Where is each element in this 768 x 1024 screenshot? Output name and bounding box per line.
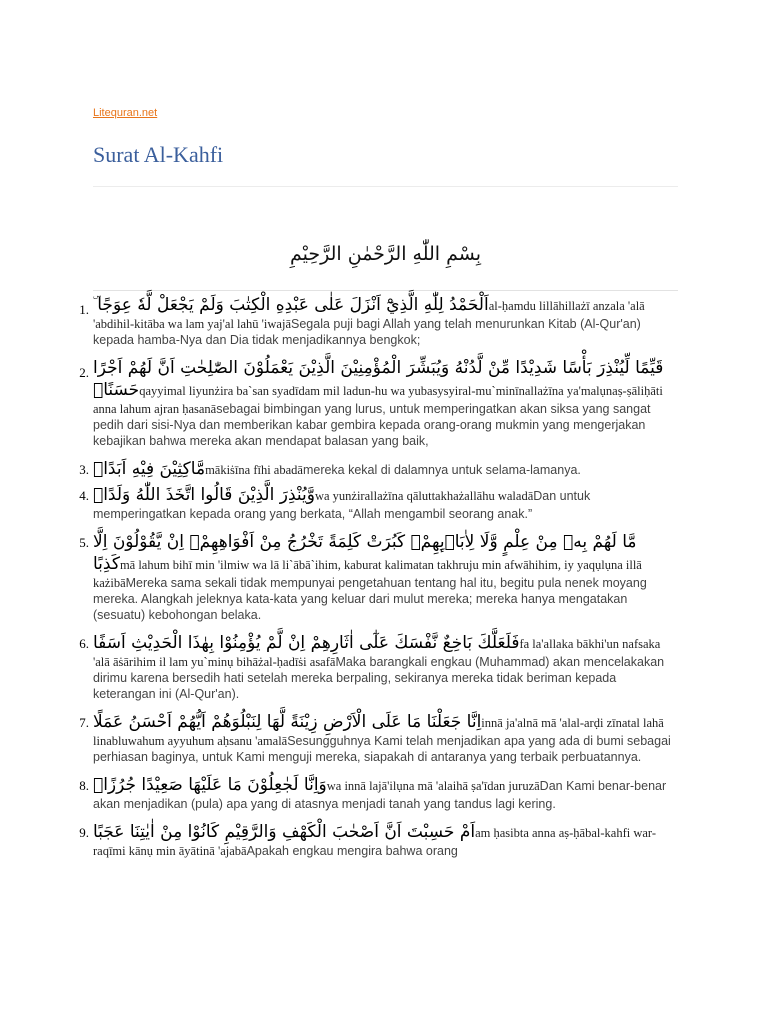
verse-transliteration: mā lahum bihī min 'ilmiw wa lā li`ābā`ihim, kaburat kalimatan takhruju min afwāhihim, iy yaqụlụna illā każibā <box>93 558 642 590</box>
bismillah-divider <box>93 290 678 291</box>
verse-item <box>79 711 678 765</box>
verse-number: 5. <box>79 535 89 550</box>
verse-arabic: قَيِّمًا لِّيُنْذِرَ بَأْسًا شَدِيْدًا مِّنْ لَّدُنْهُ وَيُبَشِّرَ الْمُؤْمِنِيْنَ الَّذِيْنَ يَعْمَلُوْنَ الصّٰلِحٰتِ اَنَّ لَهُمْ اَجْرًا حَسَنًاۙ <box>93 358 664 400</box>
verse-translation: Sesungguhnya Kami telah menjadikan apa yang ada di bumi sebagai perhiasan baginya, untuk Kami menguji mereka, siapakah di antaranya yang terbaik perbuatannya. <box>93 734 671 764</box>
verse-arabic: اِنَّا جَعَلْنَا مَا عَلَى الْاَرْضِ زِيْنَةً لَّهَا لِنَبْلُوَهُمْ اَيُّهُمْ اَحْسَنُ عَمَلًا <box>93 712 482 732</box>
verse-arabic: فَلَعَلَّكَ بَاخِعٌ نَّفْسَكَ عَلٰٓى اٰثَارِهِمْ اِنْ لَّمْ يُؤْمِنُوْا بِهٰذَا الْحَدِيْثِ اَسَفًا <box>93 633 520 653</box>
verse-translation: Segala puji bagi Allah yang telah menurunkan Kitab (Al-Qur'an) kepada hamba-Nya dan Dia tidak menjadikannya bengkok; <box>93 317 641 347</box>
verse-translation: Apakah engkau mengira bahwa orang <box>246 844 458 858</box>
verse-transliteration: qayyimal liyunżira ba`san syadīdam mil ladun-hu wa yubasysyiral-mu`minīnallażīna ya'malụnaṣ-ṣāliḥāti anna lahum ajran ḥasanā <box>93 384 663 416</box>
verse-number: 8. <box>79 778 89 793</box>
site-link[interactable]: Litequran.net <box>93 107 158 119</box>
verse-arabic: وَاِنَّا لَجٰعِلُوْنَ مَا عَلَيْهَا صَعِيْدًا جُرُزًاۗ <box>93 775 327 795</box>
verse-item <box>79 774 678 812</box>
verse-item <box>79 294 678 348</box>
verse-number: 6. <box>79 636 89 651</box>
verse-number: 1. <box>79 302 89 317</box>
verse-number: 9. <box>79 825 89 840</box>
verse-translation: Dan Kami benar-benar akan menjadikan (pula) apa yang di atasnya menjadi tanah yang tandus lagi kering. <box>93 779 667 811</box>
verse-translation: sebagai bimbingan yang lurus, untuk memperingatkan akan siksa yang sangat pedih dari sisi-Nya dan memberikan kabar gembira kepada orang-orang mukmin yang mengerjakan kebajikan bahwa mereka akan mendapat balasan yang baik, <box>93 402 651 448</box>
title-divider <box>93 186 678 187</box>
verse-number: 7. <box>79 715 89 730</box>
verse-item <box>79 357 678 449</box>
verse-transliteration: fa la'allaka bākhi'un nafsaka 'alā āṡārihim il lam yu`minụ bihāżal-ḥadīṡi asafā <box>93 637 661 669</box>
verse-arabic: مَّاكِثِيْنَ فِيْهِ اَبَدًاۙ <box>93 459 206 479</box>
bismillah: بِسْمِ اللّٰهِ الرَّحْمٰنِ الرَّحِيْمِ <box>290 243 481 265</box>
verse-item <box>79 484 678 522</box>
verse-transliteration: al-ḥamdu lillāhillażī anzala 'alā 'abdihil-kitāba wa lam yaj'al lahū 'iwajā <box>93 299 645 331</box>
verse-translation: Mereka sama sekali tidak mempunyai pengetahuan tentang hal itu, begitu pula nenek moyang mereka. Alangkah jeleknya kata-kata yang keluar dari mulut mereka; mereka hanya mengatakan (sesuatu) kebohongan belaka. <box>93 576 647 622</box>
verse-arabic: وَّيُنْذِرَ الَّذِيْنَ قَالُوا اتَّخَذَ اللّٰهُ وَلَدًاۖ <box>93 485 315 505</box>
verse-item <box>79 531 678 623</box>
verse-arabic: اَلْحَمْدُ لِلّٰهِ الَّذِيْٓ اَنْزَلَ عَلٰى عَبْدِهِ الْكِتٰبَ وَلَمْ يَجْعَلْ لَّهٗ عِوَجًا ۜ <box>93 295 489 315</box>
verse-number: 3. <box>79 462 89 477</box>
verse-item <box>79 821 678 859</box>
verse-number: 4. <box>79 488 89 503</box>
verse-transliteration: wa innā lajā'ilụna mā 'alaihā ṣa'īdan juruzā <box>326 779 540 793</box>
verse-translation: mereka kekal di dalamnya untuk selama-lamanya. <box>302 463 581 477</box>
verse-number: 2. <box>79 365 89 380</box>
page-title: Surat Al-Kahfi <box>93 142 224 167</box>
verse-translation: Dan untuk memperingatkan kepada orang yang berkata, “Allah mengambil seorang anak.” <box>93 489 591 521</box>
verse-transliteration: innā ja'alnā mā 'alal-arḍi zīnatal lahā linabluwahum ayyuhum aḥsanu 'amalā <box>93 716 664 748</box>
verse-list <box>79 294 678 859</box>
verse-transliteration: am ḥasibta anna aṣ-ḥābal-kahfi war-raqīmi kānụ min āyātinā 'ajabā <box>93 826 656 858</box>
verse-arabic: مَّا لَهُمْ بِهٖ مِنْ عِلْمٍ وَّلَا لِاٰبَاۤىِٕهِمْۗ كَبُرَتْ كَلِمَةً تَخْرُجُ مِنْ اَفْوَاهِهِمْۗ اِنْ يَّقُوْلُوْنَ اِلَّا كَذِبًا <box>93 532 637 574</box>
verse-transliteration: wa yunżirallażīna qāluttakhażallāhu waladā <box>314 489 534 503</box>
verse-arabic: اَمْ حَسِبْتَ اَنَّ اَصْحٰبَ الْكَهْفِ وَالرَّقِيْمِ كَانُوْا مِنْ اٰيٰتِنَا عَجَبًا <box>93 822 476 842</box>
verse-translation: Maka barangkali engkau (Muhammad) akan mencelakakan dirimu karena bersedih hati setelah mereka berpaling, sekiranya mereka tidak beriman kepada keterangan ini (Al-Qur'an). <box>93 655 665 701</box>
verse-item <box>79 632 678 702</box>
verse-item <box>79 458 678 480</box>
verse-transliteration: mākiṡīna fīhi abadā <box>205 463 303 477</box>
